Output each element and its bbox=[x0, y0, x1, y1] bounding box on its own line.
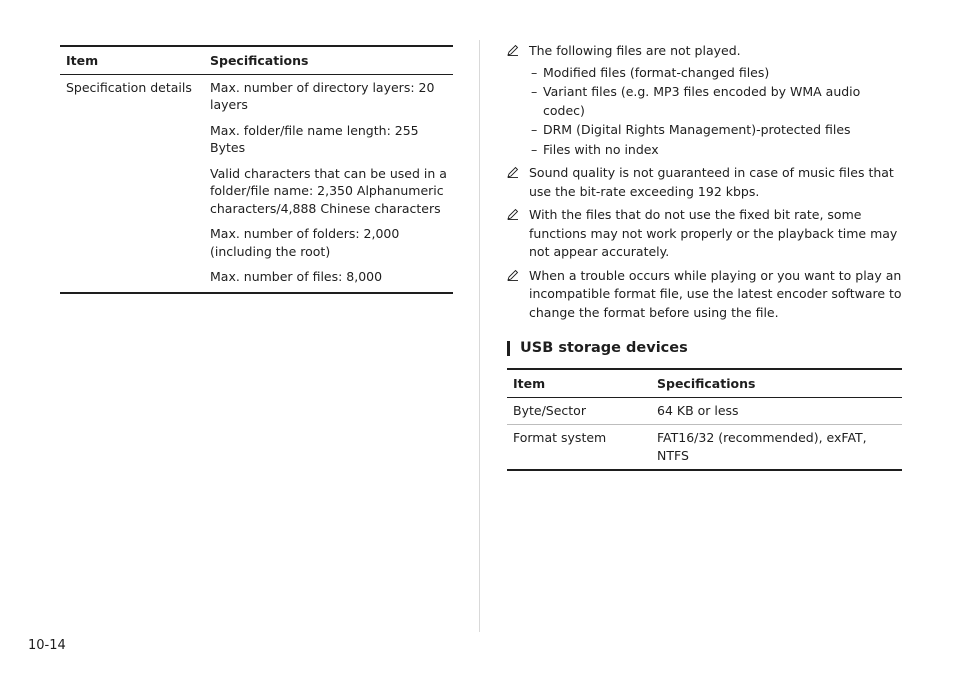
usb-spec-table bbox=[507, 368, 902, 471]
spec-max-files: Max. number of files: 8,000 bbox=[210, 269, 383, 284]
header-item: Item bbox=[60, 46, 204, 74]
pencil-note-icon bbox=[507, 44, 519, 56]
spec-max-folders: Max. number of folders: 2,000 (including the root) bbox=[210, 226, 400, 259]
usb-section-title bbox=[507, 340, 902, 356]
unplayable-files-list bbox=[529, 64, 902, 160]
page-number: 10-14 bbox=[28, 638, 66, 653]
note-text: The following files are not played. bbox=[529, 43, 741, 58]
table-header-row bbox=[507, 369, 902, 397]
row-item: Byte/Sector bbox=[507, 397, 651, 425]
table-row bbox=[60, 74, 453, 293]
note-item bbox=[507, 267, 902, 323]
section-marker bbox=[507, 341, 510, 356]
row-item: Specification details bbox=[60, 74, 204, 293]
row-item: Format system bbox=[507, 425, 651, 471]
spec-valid-characters: Valid characters that can be used in a folder/file name: 2,350 Alphanumeric characters/4,888 Chinese characters bbox=[210, 165, 447, 216]
note-item bbox=[507, 206, 902, 262]
list-item: – Files with no index bbox=[531, 141, 659, 157]
spec-name-length: Max. folder/file name length: 255 Bytes bbox=[210, 122, 419, 155]
table-header-row bbox=[60, 46, 453, 74]
file-spec-table bbox=[60, 45, 453, 294]
pencil-note-icon bbox=[507, 269, 519, 281]
header-item: Item bbox=[507, 369, 651, 397]
section-title-text: USB storage devices bbox=[520, 340, 688, 356]
right-column bbox=[507, 42, 902, 471]
spec-directory-layers: Max. number of directory layers: 20 layers bbox=[210, 79, 435, 112]
note-text: With the files that do not use the fixed bit rate, some functions may not work properly or the playback time may not appear accurately. bbox=[529, 207, 898, 259]
note-item bbox=[507, 164, 902, 201]
table-row bbox=[507, 425, 902, 471]
note-item bbox=[507, 42, 902, 159]
column-divider bbox=[479, 40, 480, 632]
pencil-note-icon bbox=[507, 166, 519, 178]
list-item: – Variant files (e.g. MP3 files encoded by WMA audio codec) bbox=[531, 84, 861, 118]
table-row bbox=[507, 397, 902, 425]
note-text: Sound quality is not guaranteed in case of music files that use the bit-rate exceeding 192 kbps. bbox=[529, 165, 894, 199]
header-specifications: Specifications bbox=[204, 46, 453, 74]
row-spec: FAT16/32 (recommended), exFAT, NTFS bbox=[651, 425, 902, 471]
list-item: – Modified files (format-changed files) bbox=[531, 64, 770, 80]
list-item: – DRM (Digital Rights Management)-protected files bbox=[531, 122, 851, 137]
header-specifications: Specifications bbox=[651, 369, 902, 397]
left-column bbox=[60, 45, 453, 294]
row-spec: 64 KB or less bbox=[651, 397, 902, 425]
row-values bbox=[204, 74, 453, 293]
notes-list bbox=[507, 42, 902, 322]
note-text: When a trouble occurs while playing or you want to play an incompatible format file, use the latest encoder software to change the format before using the file. bbox=[529, 267, 902, 320]
pencil-note-icon bbox=[507, 208, 519, 220]
